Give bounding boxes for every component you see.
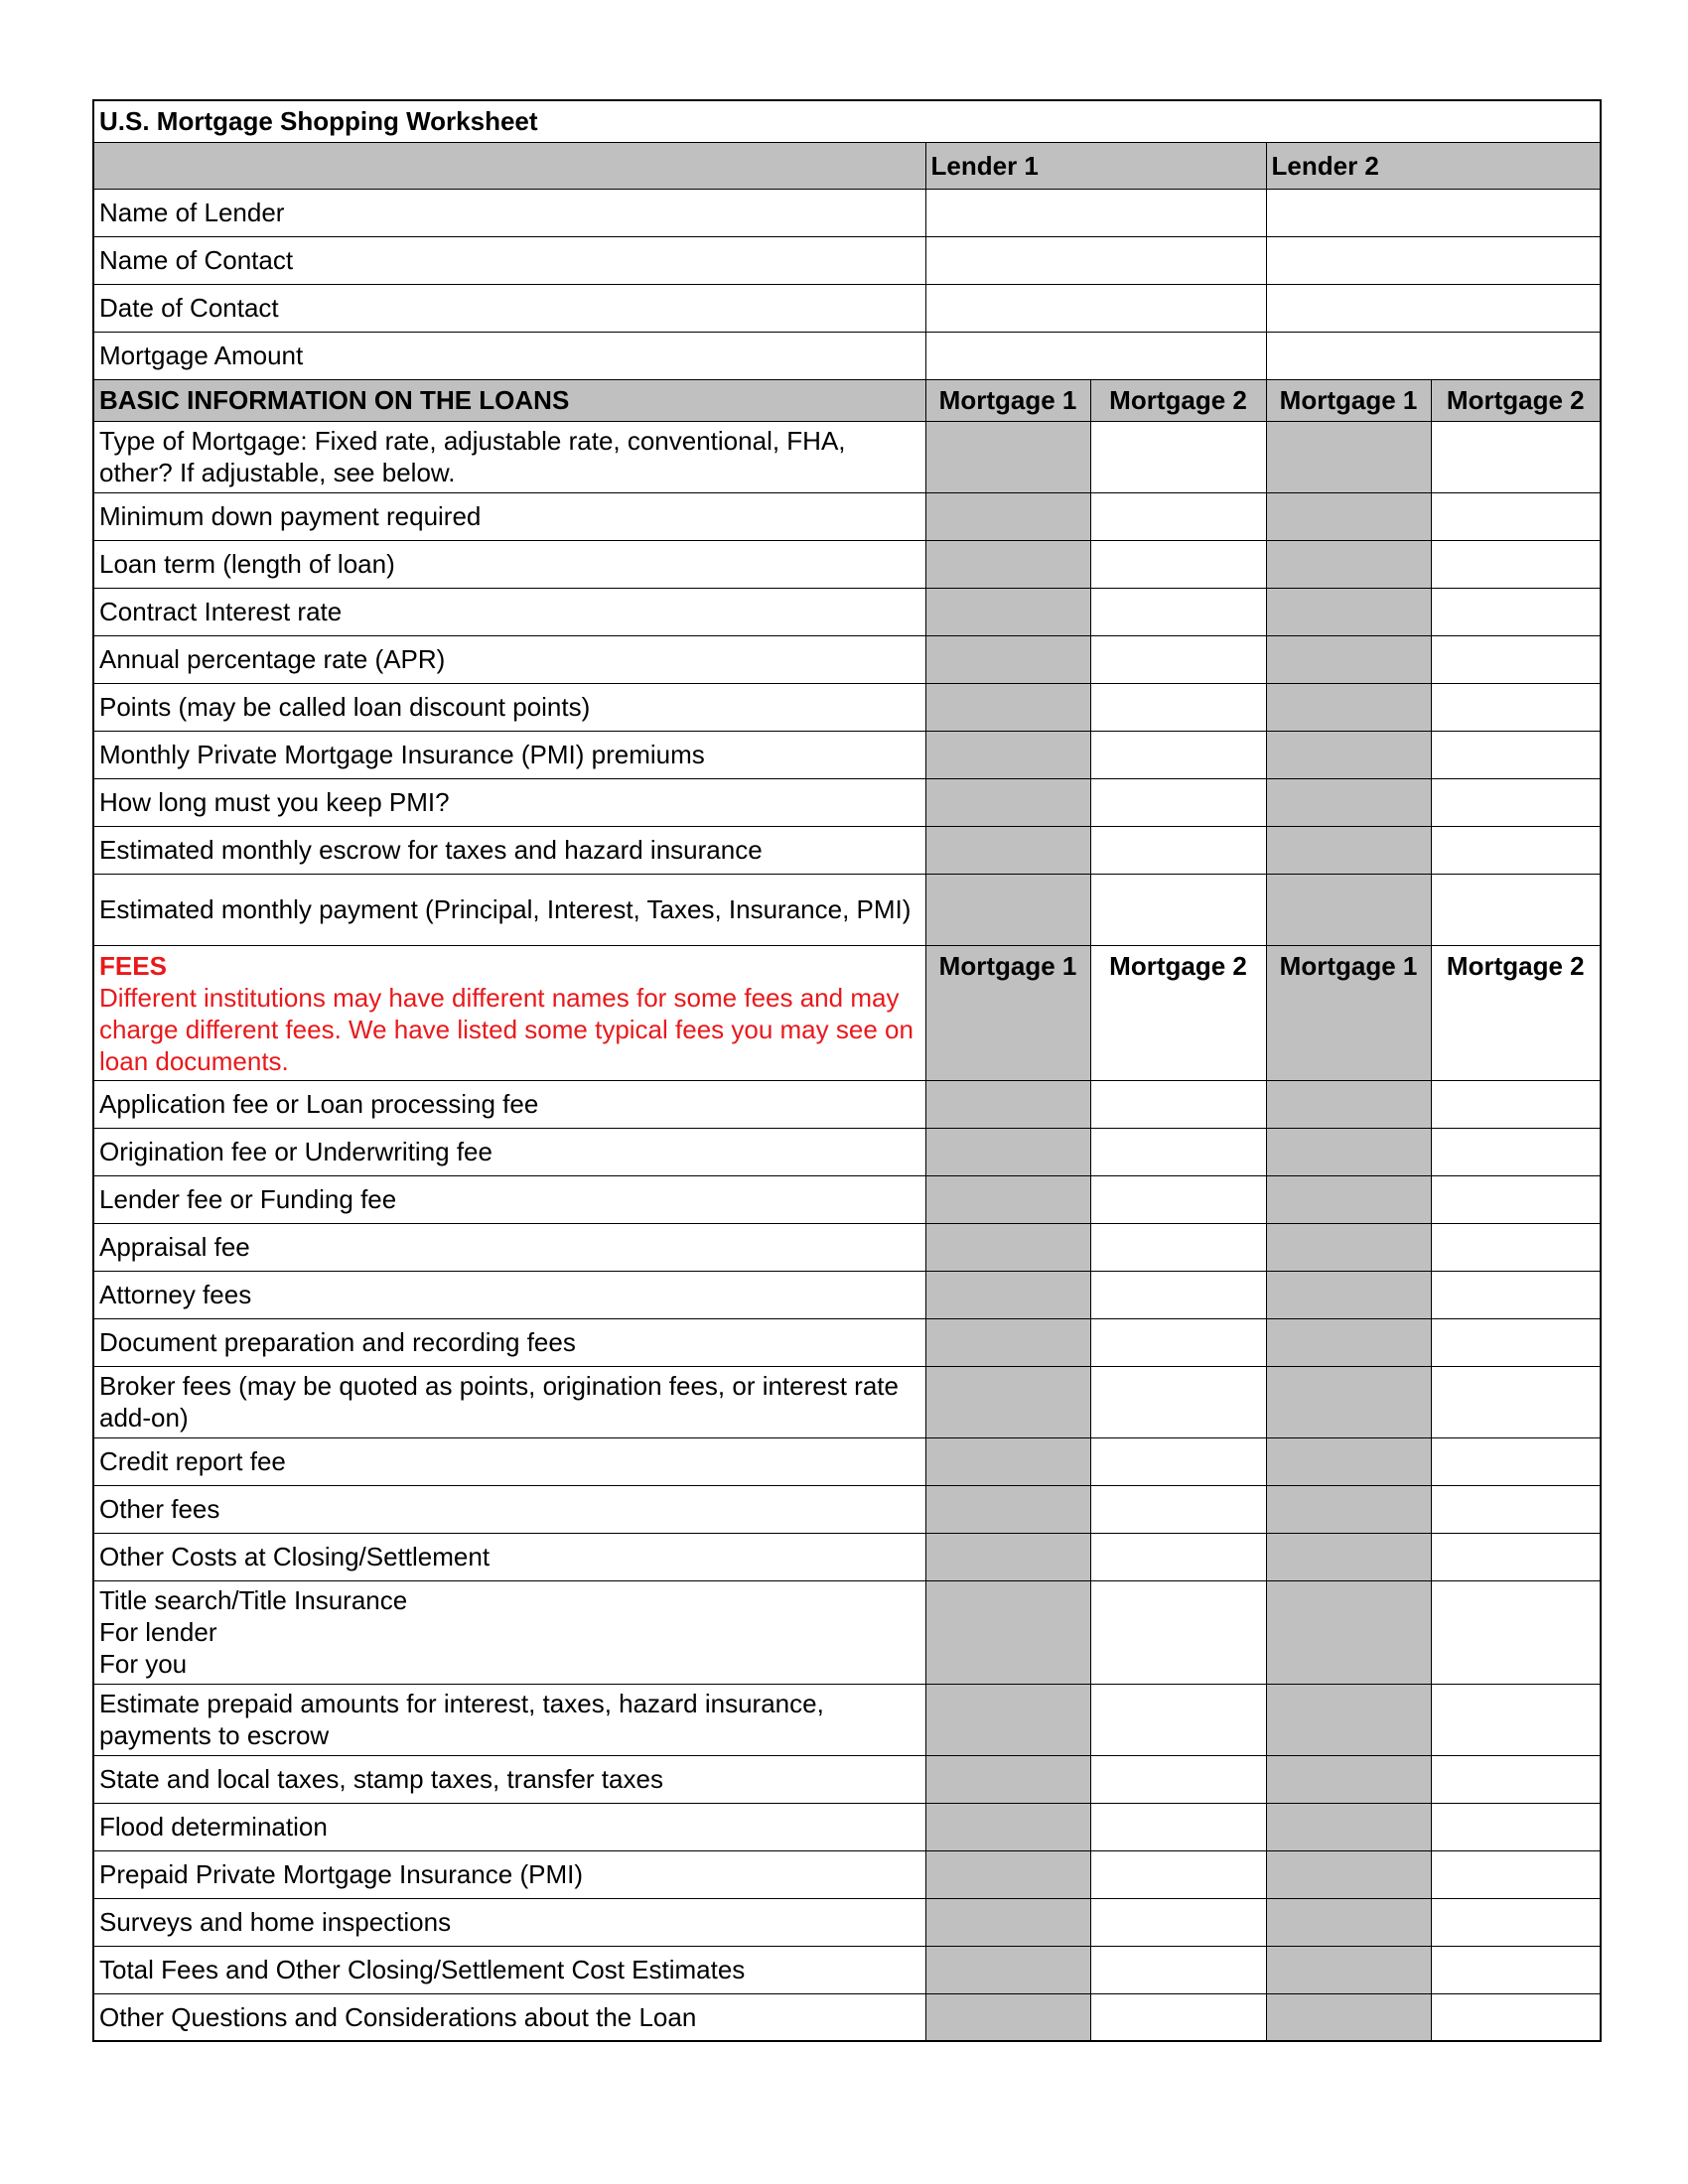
basic-column-header: Mortgage 2 <box>1090 379 1266 421</box>
entry-cell-lender1-mortgage2[interactable] <box>1090 1128 1266 1175</box>
lender-info-row <box>93 236 1601 284</box>
title-search-line: Title search/Title Insurance <box>99 1585 408 1615</box>
entry-cell-lender1-mortgage2[interactable] <box>1090 778 1266 826</box>
title-search-line: For lender <box>99 1617 217 1647</box>
entry-cell-lender1-mortgage2[interactable] <box>1090 1175 1266 1223</box>
entry-cell-lender2-mortgage1[interactable] <box>1266 540 1431 588</box>
entry-cell-lender2-mortgage2[interactable] <box>1431 540 1601 588</box>
entry-cell-lender1-mortgage2[interactable] <box>1090 1080 1266 1128</box>
fee-row <box>93 1366 1601 1437</box>
entry-cell-lender1-mortgage1[interactable] <box>925 1128 1090 1175</box>
fee-label: Other fees <box>93 1485 925 1533</box>
lender-2-entry[interactable] <box>1266 189 1601 236</box>
fees-column-header: Mortgage 1 <box>1266 945 1431 1080</box>
fee-row <box>93 1318 1601 1366</box>
entry-cell-lender1-mortgage1[interactable] <box>925 1850 1090 1898</box>
title-row <box>93 100 1601 142</box>
entry-cell-lender1-mortgage2[interactable] <box>1090 421 1266 492</box>
fee-label: Origination fee or Underwriting fee <box>93 1128 925 1175</box>
entry-cell-lender1-mortgage1[interactable] <box>925 1533 1090 1580</box>
entry-cell-lender2-mortgage1[interactable] <box>1266 1485 1431 1533</box>
fee-row <box>93 1437 1601 1485</box>
entry-cell-lender2-mortgage2[interactable] <box>1431 492 1601 540</box>
fee-row <box>93 1850 1601 1898</box>
fee-label: Other Costs at Closing/Settlement <box>93 1533 925 1580</box>
entry-cell-lender1-mortgage2[interactable] <box>1090 683 1266 731</box>
entry-cell-lender1-mortgage1[interactable] <box>925 1993 1090 2041</box>
fee-label: Flood determination <box>93 1803 925 1850</box>
fees-column-header: Mortgage 1 <box>925 945 1090 1080</box>
basic-info-label: How long must you keep PMI? <box>93 778 925 826</box>
entry-cell-lender1-mortgage1[interactable] <box>925 1803 1090 1850</box>
entry-cell-lender1-mortgage2[interactable] <box>1090 1898 1266 1946</box>
basic-info-label: Annual percentage rate (APR) <box>93 635 925 683</box>
basic-info-label: Contract Interest rate <box>93 588 925 635</box>
entry-cell-lender1-mortgage2[interactable] <box>1090 1993 1266 2041</box>
basic-info-row <box>93 492 1601 540</box>
entry-cell-lender2-mortgage1[interactable] <box>1266 1271 1431 1318</box>
fee-label: Total Fees and Other Closing/Settlement Cost Estimates <box>93 1946 925 1993</box>
entry-cell-lender2-mortgage1[interactable] <box>1266 492 1431 540</box>
basic-info-row <box>93 778 1601 826</box>
entry-cell-lender2-mortgage1[interactable] <box>1266 778 1431 826</box>
lender-1-header: Lender 1 <box>925 142 1266 189</box>
fee-label: Surveys and home inspections <box>93 1898 925 1946</box>
lender-header-row <box>93 142 1601 189</box>
lender-info-row <box>93 284 1601 332</box>
fee-label: Prepaid Private Mortgage Insurance (PMI) <box>93 1850 925 1898</box>
entry-cell-lender2-mortgage2[interactable] <box>1431 1533 1601 1580</box>
entry-cell-lender1-mortgage2[interactable] <box>1090 635 1266 683</box>
lender-info-label: Date of Contact <box>93 284 925 332</box>
entry-cell-lender2-mortgage1[interactable] <box>1266 874 1431 945</box>
fees-note: Different institutions may have different names for some fees and may charge different fees. We have listed some typical fees you may see on loan documents. <box>99 982 914 1076</box>
entry-cell-lender2-mortgage2[interactable] <box>1431 683 1601 731</box>
lender-info-label: Name of Lender <box>93 189 925 236</box>
entry-cell-lender1-mortgage2[interactable] <box>1090 1485 1266 1533</box>
entry-cell-lender2-mortgage1[interactable] <box>1266 1850 1431 1898</box>
entry-cell-lender2-mortgage2[interactable] <box>1431 1128 1601 1175</box>
fees-column-header: Mortgage 2 <box>1431 945 1601 1080</box>
fees-section-header-row <box>93 945 1601 1080</box>
fee-label: Estimate prepaid amounts for interest, taxes, hazard insurance, payments to escrow <box>93 1684 925 1755</box>
fees-heading: FEES <box>99 950 167 981</box>
worksheet-title: U.S. Mortgage Shopping Worksheet <box>93 100 1601 142</box>
entry-cell-lender2-mortgage1[interactable] <box>1266 1755 1431 1803</box>
entry-cell-lender2-mortgage1[interactable] <box>1266 588 1431 635</box>
entry-cell-lender1-mortgage2[interactable] <box>1090 1580 1266 1684</box>
basic-column-header: Mortgage 1 <box>925 379 1090 421</box>
fee-label: Application fee or Loan processing fee <box>93 1080 925 1128</box>
entry-cell-lender2-mortgage1[interactable] <box>1266 1080 1431 1128</box>
entry-cell-lender1-mortgage1[interactable] <box>925 1684 1090 1755</box>
basic-info-label: Points (may be called loan discount points) <box>93 683 925 731</box>
basic-info-label: Estimated monthly escrow for taxes and hazard insurance <box>93 826 925 874</box>
entry-cell-lender1-mortgage1[interactable] <box>925 421 1090 492</box>
entry-cell-lender1-mortgage1[interactable] <box>925 683 1090 731</box>
entry-cell-lender1-mortgage1[interactable] <box>925 1946 1090 1993</box>
entry-cell-lender2-mortgage2[interactable] <box>1431 1898 1601 1946</box>
entry-cell-lender1-mortgage2[interactable] <box>1090 1803 1266 1850</box>
entry-cell-lender2-mortgage2[interactable] <box>1431 778 1601 826</box>
entry-cell-lender2-mortgage2[interactable] <box>1431 588 1601 635</box>
entry-cell-lender1-mortgage1[interactable] <box>925 1898 1090 1946</box>
lender-header-blank <box>93 142 925 189</box>
entry-cell-lender2-mortgage2[interactable] <box>1431 1437 1601 1485</box>
fee-row <box>93 1684 1601 1755</box>
entry-cell-lender1-mortgage2[interactable] <box>1090 1533 1266 1580</box>
entry-cell-lender2-mortgage1[interactable] <box>1266 1437 1431 1485</box>
basic-info-row <box>93 826 1601 874</box>
lender-info-row <box>93 332 1601 379</box>
basic-info-label: Monthly Private Mortgage Insurance (PMI) premiums <box>93 731 925 778</box>
entry-cell-lender1-mortgage1[interactable] <box>925 874 1090 945</box>
entry-cell-lender2-mortgage2[interactable] <box>1431 874 1601 945</box>
entry-cell-lender1-mortgage1[interactable] <box>925 1318 1090 1366</box>
entry-cell-lender1-mortgage2[interactable] <box>1090 826 1266 874</box>
entry-cell-lender1-mortgage1[interactable] <box>925 1437 1090 1485</box>
lender-info-label: Name of Contact <box>93 236 925 284</box>
entry-cell-lender2-mortgage1[interactable] <box>1266 731 1431 778</box>
entry-cell-lender1-mortgage1[interactable] <box>925 540 1090 588</box>
entry-cell-lender1-mortgage1[interactable] <box>925 1366 1090 1437</box>
entry-cell-lender1-mortgage1[interactable] <box>925 1271 1090 1318</box>
entry-cell-lender2-mortgage1[interactable] <box>1266 1684 1431 1755</box>
fee-row <box>93 1993 1601 2041</box>
entry-cell-lender2-mortgage2[interactable] <box>1431 1755 1601 1803</box>
entry-cell-lender2-mortgage2[interactable] <box>1431 635 1601 683</box>
fee-row <box>93 1946 1601 1993</box>
entry-cell-lender2-mortgage2[interactable] <box>1431 1803 1601 1850</box>
fee-row <box>93 1175 1601 1223</box>
entry-cell-lender1-mortgage1[interactable] <box>925 1485 1090 1533</box>
lender-info-label: Mortgage Amount <box>93 332 925 379</box>
entry-cell-lender1-mortgage2[interactable] <box>1090 731 1266 778</box>
fee-row <box>93 1755 1601 1803</box>
basic-info-row <box>93 683 1601 731</box>
entry-cell-lender1-mortgage2[interactable] <box>1090 588 1266 635</box>
basic-info-label: Minimum down payment required <box>93 492 925 540</box>
entry-cell-lender1-mortgage2[interactable] <box>1090 540 1266 588</box>
entry-cell-lender2-mortgage1[interactable] <box>1266 1993 1431 2041</box>
entry-cell-lender1-mortgage1[interactable] <box>925 635 1090 683</box>
entry-cell-lender1-mortgage1[interactable] <box>925 1080 1090 1128</box>
entry-cell-lender1-mortgage2[interactable] <box>1090 492 1266 540</box>
fee-label: Other Questions and Considerations about the Loan <box>93 1993 925 2041</box>
entry-cell-lender1-mortgage1[interactable] <box>925 1755 1090 1803</box>
entry-cell-lender1-mortgage2[interactable] <box>1090 1318 1266 1366</box>
fees-section-heading-cell <box>93 945 925 1080</box>
fee-row <box>93 1271 1601 1318</box>
entry-cell-lender1-mortgage2[interactable] <box>1090 1437 1266 1485</box>
lender-1-entry[interactable] <box>925 189 1266 236</box>
fee-row <box>93 1223 1601 1271</box>
entry-cell-lender2-mortgage1[interactable] <box>1266 635 1431 683</box>
lender-2-entry[interactable] <box>1266 236 1601 284</box>
fee-row <box>93 1898 1601 1946</box>
entry-cell-lender2-mortgage1[interactable] <box>1266 1128 1431 1175</box>
entry-cell-lender1-mortgage1[interactable] <box>925 1175 1090 1223</box>
basic-column-header: Mortgage 2 <box>1431 379 1601 421</box>
entry-cell-lender1-mortgage1[interactable] <box>925 826 1090 874</box>
fee-label: Credit report fee <box>93 1437 925 1485</box>
basic-info-row <box>93 540 1601 588</box>
entry-cell-lender1-mortgage2[interactable] <box>1090 1850 1266 1898</box>
entry-cell-lender2-mortgage2[interactable] <box>1431 1318 1601 1366</box>
entry-cell-lender1-mortgage1[interactable] <box>925 731 1090 778</box>
entry-cell-lender1-mortgage2[interactable] <box>1090 1223 1266 1271</box>
entry-cell-lender2-mortgage1[interactable] <box>1266 1898 1431 1946</box>
entry-cell-lender2-mortgage1[interactable] <box>1266 1533 1431 1580</box>
fee-label: Broker fees (may be quoted as points, origination fees, or interest rate add-on) <box>93 1366 925 1437</box>
basic-section-heading: BASIC INFORMATION ON THE LOANS <box>93 379 925 421</box>
entry-cell-lender1-mortgage1[interactable] <box>925 778 1090 826</box>
title-search-label <box>93 1580 925 1684</box>
entry-cell-lender2-mortgage2[interactable] <box>1431 1485 1601 1533</box>
mortgage-worksheet-table <box>92 99 1602 2042</box>
entry-cell-lender2-mortgage1[interactable] <box>1266 421 1431 492</box>
entry-cell-lender2-mortgage2[interactable] <box>1431 826 1601 874</box>
entry-cell-lender2-mortgage2[interactable] <box>1431 1684 1601 1755</box>
entry-cell-lender2-mortgage2[interactable] <box>1431 1223 1601 1271</box>
fee-row <box>93 1128 1601 1175</box>
entry-cell-lender1-mortgage2[interactable] <box>1090 874 1266 945</box>
lender-info-row <box>93 189 1601 236</box>
entry-cell-lender2-mortgage1[interactable] <box>1266 1366 1431 1437</box>
entry-cell-lender2-mortgage2[interactable] <box>1431 1850 1601 1898</box>
entry-cell-lender2-mortgage2[interactable] <box>1431 1580 1601 1684</box>
lender-2-header: Lender 2 <box>1266 142 1601 189</box>
fee-row <box>93 1803 1601 1850</box>
fee-row <box>93 1080 1601 1128</box>
entry-cell-lender2-mortgage1[interactable] <box>1266 1175 1431 1223</box>
entry-cell-lender1-mortgage2[interactable] <box>1090 1946 1266 1993</box>
basic-info-label: Estimated monthly payment (Principal, Interest, Taxes, Insurance, PMI) <box>93 874 925 945</box>
basic-info-row <box>93 588 1601 635</box>
entry-cell-lender2-mortgage1[interactable] <box>1266 826 1431 874</box>
fee-label: Attorney fees <box>93 1271 925 1318</box>
fee-label: Document preparation and recording fees <box>93 1318 925 1366</box>
basic-info-row <box>93 874 1601 945</box>
entry-cell-lender2-mortgage2[interactable] <box>1431 1993 1601 2041</box>
entry-cell-lender1-mortgage1[interactable] <box>925 1580 1090 1684</box>
entry-cell-lender2-mortgage1[interactable] <box>1266 1223 1431 1271</box>
entry-cell-lender2-mortgage1[interactable] <box>1266 1803 1431 1850</box>
lender-1-entry[interactable] <box>925 284 1266 332</box>
basic-info-row <box>93 731 1601 778</box>
entry-cell-lender2-mortgage2[interactable] <box>1431 1366 1601 1437</box>
lender-2-entry[interactable] <box>1266 284 1601 332</box>
fee-label: Lender fee or Funding fee <box>93 1175 925 1223</box>
fee-label: State and local taxes, stamp taxes, transfer taxes <box>93 1755 925 1803</box>
basic-info-label: Loan term (length of loan) <box>93 540 925 588</box>
entry-cell-lender1-mortgage1[interactable] <box>925 1223 1090 1271</box>
title-search-row <box>93 1580 1601 1684</box>
entry-cell-lender2-mortgage2[interactable] <box>1431 1080 1601 1128</box>
entry-cell-lender1-mortgage1[interactable] <box>925 588 1090 635</box>
entry-cell-lender2-mortgage2[interactable] <box>1431 1175 1601 1223</box>
fee-row <box>93 1485 1601 1533</box>
entry-cell-lender2-mortgage1[interactable] <box>1266 683 1431 731</box>
entry-cell-lender1-mortgage2[interactable] <box>1090 1271 1266 1318</box>
entry-cell-lender2-mortgage1[interactable] <box>1266 1318 1431 1366</box>
lender-2-entry[interactable] <box>1266 332 1601 379</box>
basic-info-row <box>93 421 1601 492</box>
entry-cell-lender2-mortgage2[interactable] <box>1431 1946 1601 1993</box>
entry-cell-lender2-mortgage1[interactable] <box>1266 1946 1431 1993</box>
entry-cell-lender2-mortgage2[interactable] <box>1431 421 1601 492</box>
fee-label: Appraisal fee <box>93 1223 925 1271</box>
basic-section-header-row <box>93 379 1601 421</box>
basic-info-label: Type of Mortgage: Fixed rate, adjustable rate, conventional, FHA, other? If adjustable, see below. <box>93 421 925 492</box>
entry-cell-lender1-mortgage1[interactable] <box>925 492 1090 540</box>
entry-cell-lender1-mortgage2[interactable] <box>1090 1366 1266 1437</box>
lender-1-entry[interactable] <box>925 236 1266 284</box>
fee-row <box>93 1533 1601 1580</box>
entry-cell-lender1-mortgage2[interactable] <box>1090 1684 1266 1755</box>
lender-1-entry[interactable] <box>925 332 1266 379</box>
entry-cell-lender2-mortgage2[interactable] <box>1431 731 1601 778</box>
entry-cell-lender2-mortgage2[interactable] <box>1431 1271 1601 1318</box>
entry-cell-lender2-mortgage1[interactable] <box>1266 1580 1431 1684</box>
basic-column-header: Mortgage 1 <box>1266 379 1431 421</box>
title-search-line: For you <box>99 1649 188 1679</box>
fees-column-header: Mortgage 2 <box>1090 945 1266 1080</box>
basic-info-row <box>93 635 1601 683</box>
entry-cell-lender1-mortgage2[interactable] <box>1090 1755 1266 1803</box>
